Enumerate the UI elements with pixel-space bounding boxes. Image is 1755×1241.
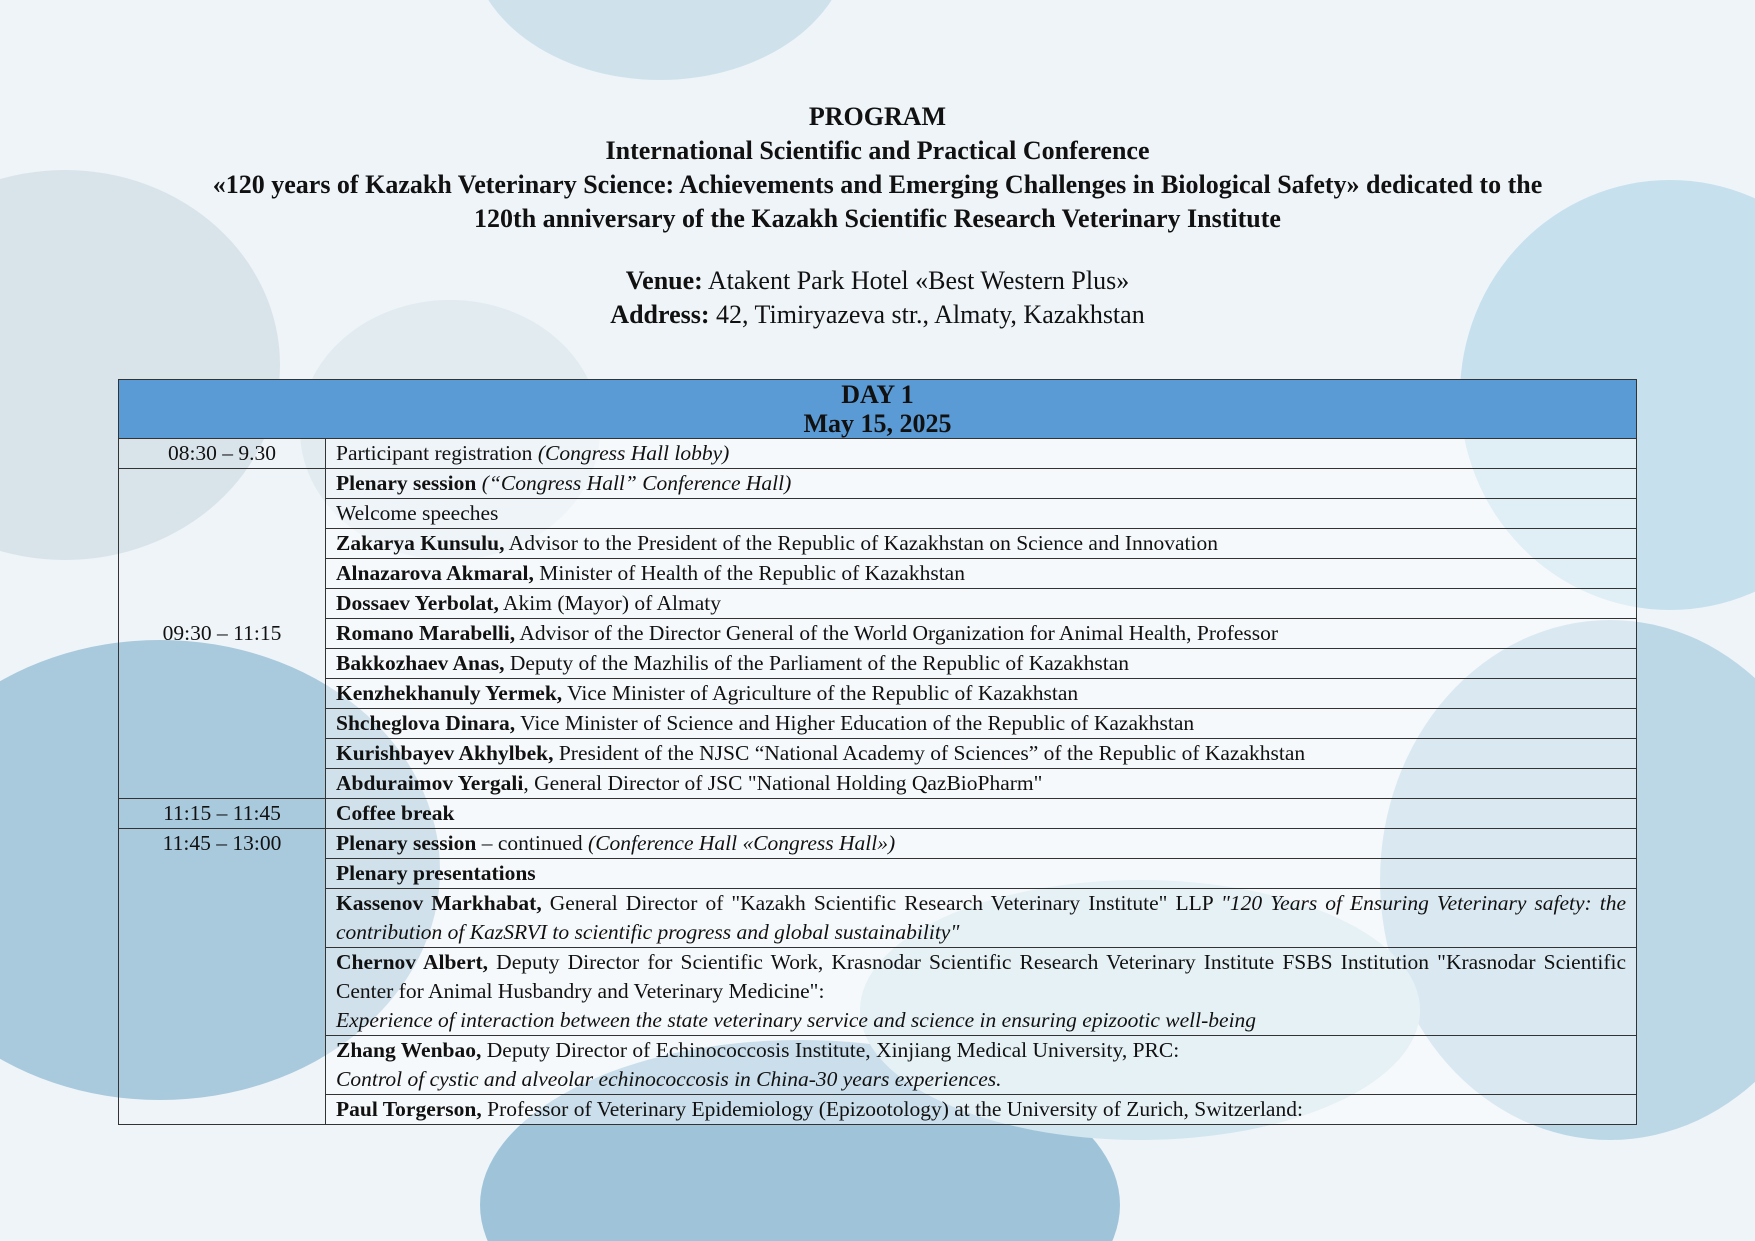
table-row <box>119 589 1637 619</box>
presentation-topic: "120 Years of Ensuring Veterinary safety: the contribution of KazSRVI to scientific progress and global sustainability" <box>336 891 1627 944</box>
speaker-name: Kurishbayev Akhylbek, <box>336 741 554 765</box>
plenary-continued-note: (Conference Hall «Congress Hall») <box>588 831 896 855</box>
speaker-role: Advisor to the President of the Republic of Kazakhstan on Science and Innovation <box>504 531 1218 555</box>
presentation-cell <box>326 1095 1637 1125</box>
speaker-role: Vice Minister of Science and Higher Education of the Republic of Kazakhstan <box>515 711 1195 735</box>
background-shape <box>470 0 850 80</box>
program-header <box>0 100 1755 332</box>
speaker-name: Shcheglova Dinara, <box>336 711 516 735</box>
speaker-cell <box>326 709 1637 739</box>
speaker-role: Vice Minister of Agriculture of the Republic of Kazakhstan <box>562 681 1079 705</box>
table-row <box>119 649 1637 679</box>
presenter-name: Paul Torgerson, <box>336 1097 482 1121</box>
table-row <box>119 948 1637 1036</box>
speaker-name: Romano Marabelli, <box>336 621 516 645</box>
table-row <box>119 679 1637 709</box>
table-row <box>119 769 1637 799</box>
plenary-continued-text: – continued <box>476 831 589 855</box>
table-row <box>119 889 1637 948</box>
table-row <box>119 559 1637 589</box>
speaker-name: Abduraimov Yergali <box>336 771 524 795</box>
presenter-name: Chernov Albert, <box>336 950 489 974</box>
conference-dedication: 120th anniversary of the Kazakh Scientific Research Veterinary Institute <box>474 204 1281 233</box>
presentation-cell <box>326 1036 1637 1095</box>
table-row <box>119 829 1637 859</box>
table-row <box>119 1095 1637 1125</box>
registration-note: (Congress Hall lobby) <box>537 441 730 465</box>
speaker-cell <box>326 529 1637 559</box>
table-row <box>119 799 1637 829</box>
presentation-topic: Experience of interaction between the state veterinary service and science in ensuring epizootic well-being <box>336 1008 1257 1032</box>
presentation-cell <box>326 889 1637 948</box>
registration-text: Participant registration <box>336 441 538 465</box>
day-title: DAY 1 <box>841 380 914 409</box>
conference-title: «120 years of Kazakh Veterinary Science: Achievements and Emerging Challenges in Biological Safety» dedicated to the <box>212 170 1543 199</box>
program-table <box>118 379 1637 1125</box>
time-cell: 09:30 – 11:15 <box>119 469 326 799</box>
plenary-continued-cell <box>326 829 1637 859</box>
time-cell: 11:45 – 13:00 <box>119 829 326 1125</box>
plenary-session-note: (“Congress Hall” Conference Hall) <box>476 471 792 495</box>
speaker-role: Deputy of the Mazhilis of the Parliament of the Republic of Kazakhstan <box>504 651 1129 675</box>
speaker-name: Dossaev Yerbolat, <box>336 591 499 615</box>
address-line <box>0 298 1755 332</box>
plenary-continued-title: Plenary session <box>336 831 477 855</box>
time-cell: 11:15 – 11:45 <box>119 799 326 829</box>
venue-block <box>0 264 1755 332</box>
speaker-cell <box>326 739 1637 769</box>
venue-value: Atakent Park Hotel «Best Western Plus» <box>702 266 1130 295</box>
presenter-role: General Director of "Kazakh Scientific Research Veterinary Institute" LLP <box>541 891 1221 915</box>
table-row <box>119 439 1637 469</box>
table-row <box>119 529 1637 559</box>
day-header <box>119 380 1637 439</box>
speaker-role: President of the NJSC “National Academy of Sciences” of the Republic of Kazakhstan <box>553 741 1306 765</box>
table-row <box>119 859 1637 889</box>
plenary-session-title: Plenary session <box>336 471 477 495</box>
table-row <box>119 499 1637 529</box>
speaker-name: Bakkozhaev Anas, <box>336 651 505 675</box>
speaker-role: Akim (Mayor) of Almaty <box>498 591 721 615</box>
speaker-cell <box>326 679 1637 709</box>
speaker-role: Advisor of the Director General of the World Organization for Animal Health, Professor <box>515 621 1279 645</box>
speaker-cell <box>326 619 1637 649</box>
registration-cell <box>326 439 1637 469</box>
venue-label: Venue: <box>625 266 703 295</box>
table-row <box>119 1036 1637 1095</box>
time-cell: 08:30 – 9.30 <box>119 439 326 469</box>
table-row <box>119 469 1637 499</box>
presenter-role: Deputy Director of Echinococcosis Institute, Xinjiang Medical University, PRC: <box>481 1038 1180 1062</box>
speaker-role: Minister of Health of the Republic of Kazakhstan <box>533 561 965 585</box>
speaker-cell <box>326 589 1637 619</box>
presenter-name: Zhang Wenbao, <box>336 1038 482 1062</box>
welcome-speeches: Welcome speeches <box>326 499 1637 529</box>
speaker-cell <box>326 769 1637 799</box>
speaker-name: Zakarya Kunsulu, <box>336 531 505 555</box>
coffee-break: Coffee break <box>326 799 1637 829</box>
presentation-topic: Control of cystic and alveolar echinococcosis in China-30 years experiences. <box>336 1067 1002 1091</box>
table-row <box>119 709 1637 739</box>
speaker-cell <box>326 559 1637 589</box>
presentation-cell <box>326 948 1637 1036</box>
plenary-session-cell <box>326 469 1637 499</box>
speaker-name: Alnazarova Akmaral, <box>336 561 534 585</box>
conference-type: International Scientific and Practical Conference <box>605 136 1150 165</box>
program-title: PROGRAM <box>808 102 947 131</box>
venue-line <box>0 264 1755 298</box>
presenter-role: Deputy Director for Scientific Work, Krasnodar Scientific Research Veterinary Institute FSBS Institution "Krasnodar Scientific Center for Animal Husbandry and Veterinary Medicine": <box>336 950 1627 1003</box>
presenter-role: Professor of Veterinary Epidemiology (Epizootology) at the University of Zurich, Switzerland: <box>481 1097 1303 1121</box>
day-date: May 15, 2025 <box>803 409 952 438</box>
address-value: 42, Timiryazeva str., Almaty, Kazakhstan <box>709 300 1145 329</box>
speaker-role: , General Director of JSC "National Holding QazBioPharm" <box>523 771 1043 795</box>
plenary-presentations: Plenary presentations <box>326 859 1637 889</box>
speaker-cell <box>326 649 1637 679</box>
table-row <box>119 619 1637 649</box>
presenter-name: Kassenov Markhabat, <box>336 891 542 915</box>
speaker-name: Kenzhekhanuly Yermek, <box>336 681 563 705</box>
address-label: Address: <box>610 300 710 329</box>
table-row <box>119 739 1637 769</box>
day-header-row <box>119 380 1637 439</box>
